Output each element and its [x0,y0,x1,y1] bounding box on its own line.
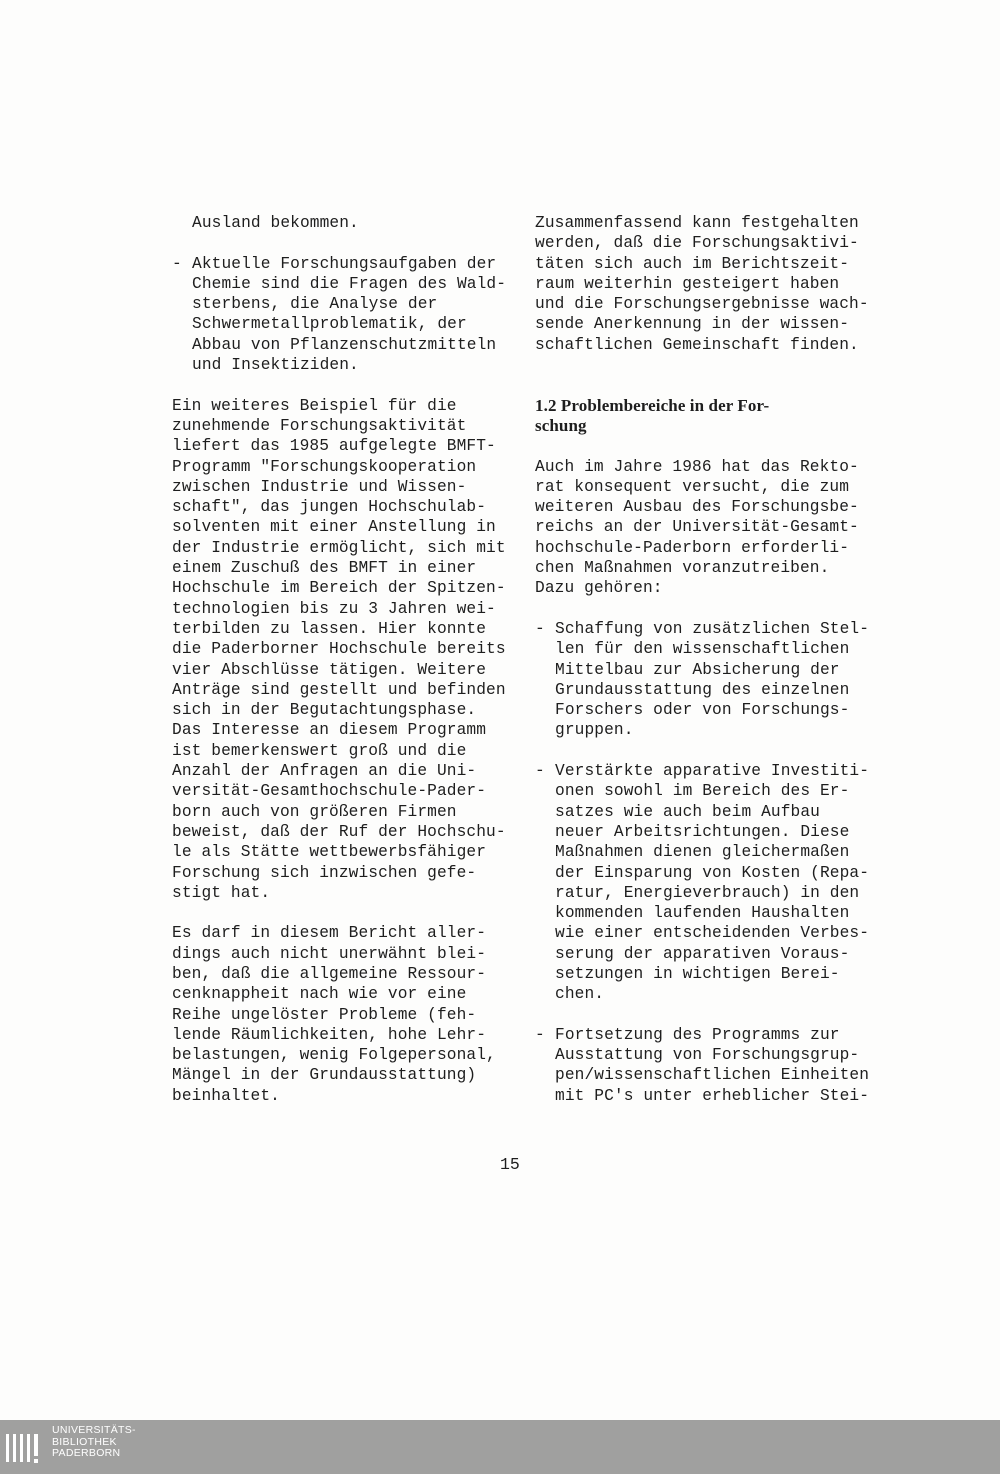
text-line: kommenden laufenden Haushalten [555,904,850,923]
text-line: Schwermetallproblematik, der [192,315,467,334]
text-line: mit PC's unter erheblicher Stei- [555,1086,870,1105]
text-line: und Insektiziden. [192,356,359,375]
text-line: cenknappheit nach wie vor eine [172,985,467,1004]
text-line: Mittelbau zur Absicherung der [555,660,840,679]
bullet-item [535,761,890,1005]
library-name-line: BIBLIOTHEK [52,1435,117,1448]
text-line: täten sich auch im Berichtszeit- [535,254,850,273]
text-line: der Industrie ermöglicht, sich mit [172,538,506,557]
text-line: reichs an der Universität-Gesamt- [535,518,859,537]
text-line: Hochschule im Bereich der Spitzen- [172,579,506,598]
text-line: raum weiterhin gesteigert haben [535,274,840,293]
bullet-item [172,254,522,376]
text-line: zunehmende Forschungsaktivität [172,416,467,435]
text-line: Grundausstattung des einzelnen [555,680,850,699]
page-number: 15 [500,1155,520,1174]
text-line: zwischen Industrie und Wissen- [172,477,467,496]
text-line: hochschule-Paderborn erforderli- [535,538,850,557]
bullet-dash: - [172,254,182,273]
paragraph [172,396,522,903]
text-line: ratur, Energieverbrauch) in den [555,883,860,902]
text-line: versität-Gesamthochschule-Pader- [172,782,487,801]
continuation-text [172,213,522,233]
text-line: und die Forschungsergebnisse wach- [535,295,869,314]
bullet-dash: - [535,1025,545,1044]
text-line: sich in der Begutachtungsphase. [172,701,477,720]
text-line: Fortsetzung des Programms zur [555,1025,840,1044]
text-line: setzungen in wichtigen Berei- [555,964,840,983]
heading-line: 1.2 Problembereiche in der For- [535,395,770,415]
text-line: Abbau von Pflanzenschutzmitteln [192,335,497,354]
library-name-line: PADERBORN [52,1447,121,1459]
heading-line: schung [535,415,587,435]
text-line: Mängel in der Grundausstattung) [172,1066,477,1085]
text-line: Chemie sind die Fragen des Wald- [192,274,507,293]
text-line: Das Interesse an diesem Programm [172,721,487,740]
text-line: vier Abschlüsse tätigen. Weitere [172,660,487,679]
text-line: gruppen. [555,721,634,740]
text-line: Forschers oder von Forschungs- [555,701,850,720]
text-line: satzes wie auch beim Aufbau [555,802,820,821]
text-line: serung der apparativen Voraus- [555,944,850,963]
text-line: stigt hat. [172,883,271,902]
text-line: born auch von größeren Firmen [172,802,457,821]
text-line: dings auch nicht unerwähnt blei- [172,944,487,963]
text-line: chen Maßnahmen voranzutreiben. [535,559,830,578]
text-line: Maßnahmen dienen gleichermaßen [555,843,850,862]
paragraph [535,213,890,355]
text-line: Anzahl der Anfragen an die Uni- [172,762,477,781]
text-line: lende Räumlichkeiten, hohe Lehr- [172,1025,487,1044]
text-line: Anträge sind gestellt und befinden [172,680,506,699]
text-line: Ausstattung von Forschungsgrup- [555,1046,860,1065]
text-line: le als Stätte wettbewerbsfähiger [172,843,487,862]
text-line: ben, daß die allgemeine Ressour- [172,964,487,983]
text-line: Reihe ungelöster Probleme (feh- [172,1005,477,1024]
text-line: ist bemerkenswert groß und die [172,741,467,760]
text-line: chen. [555,985,605,1004]
library-footer [0,1420,1000,1474]
text-line: Ausland bekommen. [192,214,359,232]
left-column [172,213,522,1106]
bullet-dash: - [535,762,545,781]
text-line: Verstärkte apparative Investiti- [555,762,870,781]
right-column [535,213,890,1106]
text-line: terbilden zu lassen. Hier konnte [172,619,487,638]
text-line: schaft", das jungen Hochschulab- [172,498,487,517]
bullet-item [535,619,890,741]
text-line: onen sowohl im Bereich des Er- [555,782,850,801]
text-line: beinhaltet. [172,1086,280,1105]
paragraph [535,457,890,599]
text-line: Schaffung von zusätzlichen Stel- [555,619,870,638]
text-line: schaftlichen Gemeinschaft finden. [535,335,859,354]
library-logo-icon [4,1428,44,1468]
text-line: Programm "Forschungskooperation [172,457,477,476]
text-line: Aktuelle Forschungsaufgaben der [192,254,497,273]
text-line: Es darf in diesem Bericht aller- [172,924,487,943]
text-line: der Einsparung von Kosten (Repa- [555,863,870,882]
bullet-item [535,1025,890,1106]
section-heading [535,396,890,437]
text-line: len für den wissenschaftlichen [555,640,850,659]
text-line: einem Zuschuß des BMFT in einer [172,559,477,578]
text-line: sterbens, die Analyse der [192,295,438,314]
text-line: Dazu gehören: [535,579,663,598]
library-name [52,1425,136,1460]
text-line: technologien bis zu 3 Jahren wei- [172,599,496,618]
text-line: Zusammenfassend kann festgehalten [535,214,859,232]
text-line: beweist, daß der Ruf der Hochschu- [172,822,506,841]
text-line: belastungen, wenig Folgepersonal, [172,1046,496,1065]
text-line: die Paderborner Hochschule bereits [172,640,506,659]
library-name-line: UNIVERSITÄTS- [52,1424,136,1436]
text-line: Ein weiteres Beispiel für die [172,396,457,415]
text-line: pen/wissenschaftlichen Einheiten [555,1066,870,1085]
text-line: rat konsequent versucht, die zum [535,477,850,496]
text-line: neuer Arbeitsrichtungen. Diese [555,822,850,841]
text-line: wie einer entscheidenden Verbes- [555,924,870,943]
paragraph [172,923,522,1106]
text-line: sende Anerkennung in der wissen- [535,315,850,334]
text-line: Auch im Jahre 1986 hat das Rekto- [535,457,859,476]
text-line: weiteren Ausbau des Forschungsbe- [535,498,859,517]
text-line: werden, daß die Forschungsaktivi- [535,234,859,253]
text-line: liefert das 1985 aufgelegte BMFT- [172,437,496,456]
bullet-dash: - [535,619,545,638]
text-line: Forschung sich inzwischen gefe- [172,863,477,882]
text-line: solventen mit einer Anstellung in [172,518,496,537]
